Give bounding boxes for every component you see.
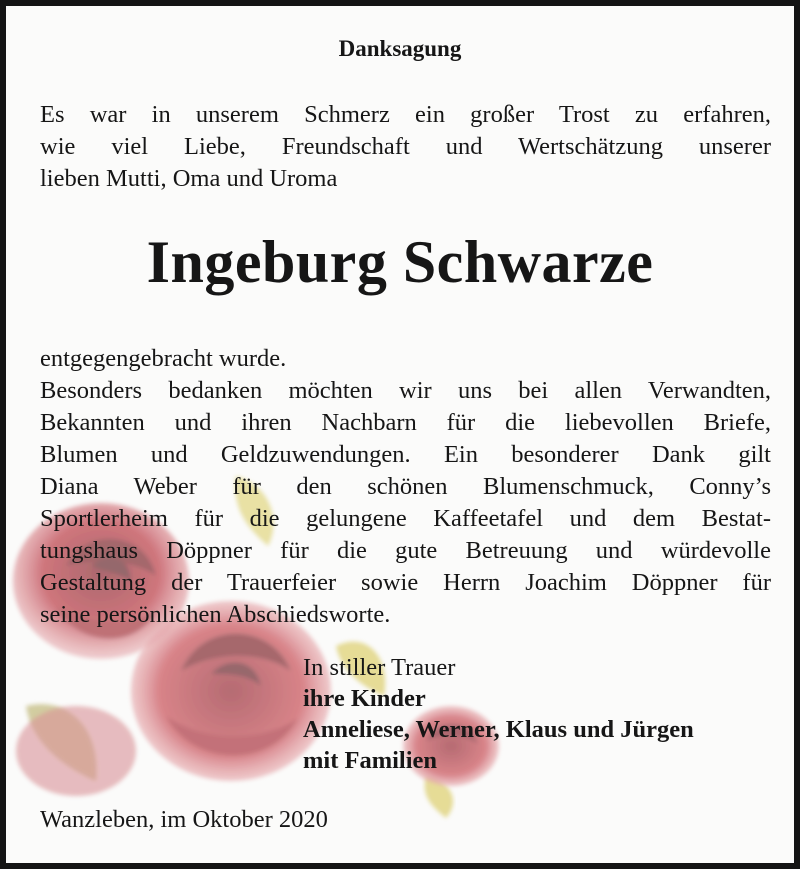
- text-line: seine persönlichen Abschiedsworte.: [40, 601, 391, 628]
- body-paragraph: [40, 343, 771, 631]
- text-line: Gestaltung der Trauerfeier sowie Herrn Joachim Döppner für: [40, 569, 771, 596]
- heading: Danksagung: [338, 36, 462, 61]
- signature-line: mit Familien: [303, 747, 438, 774]
- signature-line: Anneliese, Werner, Klaus und Jürgen: [303, 716, 694, 743]
- signature-line: ihre Kinder: [303, 685, 426, 712]
- intro-paragraph: [40, 99, 771, 195]
- signature-line: In stiller Trauer: [303, 654, 456, 681]
- text-line: lieben Mutti, Oma und Uroma: [40, 165, 338, 192]
- text-line: Es war in unserem Schmerz ein großer Trost zu erfahren,: [40, 101, 771, 128]
- text-line: Blumen und Geldzuwendungen. Ein besonderer Dank gilt: [40, 441, 771, 468]
- text-line: Bekannten und ihren Nachbarn für die liebevollen Briefe,: [40, 409, 771, 436]
- text-line: wie viel Liebe, Freundschaft und Wertschätzung unserer: [40, 133, 771, 160]
- text-line: Besonders bedanken möchten wir uns bei allen Verwandten,: [40, 377, 771, 404]
- deceased-name: Ingeburg Schwarze: [146, 229, 654, 295]
- text-line: Diana Weber für den schönen Blumenschmuck, Conny’s: [40, 473, 771, 500]
- signature-block: [303, 652, 694, 776]
- text-line: entgegengebracht wurde.: [40, 345, 287, 372]
- place-date: Wanzleben, im Oktober 2020: [40, 806, 328, 833]
- text-line: tungshaus Döppner für die gute Betreuung und würdevolle: [40, 537, 771, 564]
- rose-bottom: [16, 706, 136, 796]
- text-line: Sportlerheim für die gelungene Kaffeetafel und dem Bestat-: [40, 505, 771, 532]
